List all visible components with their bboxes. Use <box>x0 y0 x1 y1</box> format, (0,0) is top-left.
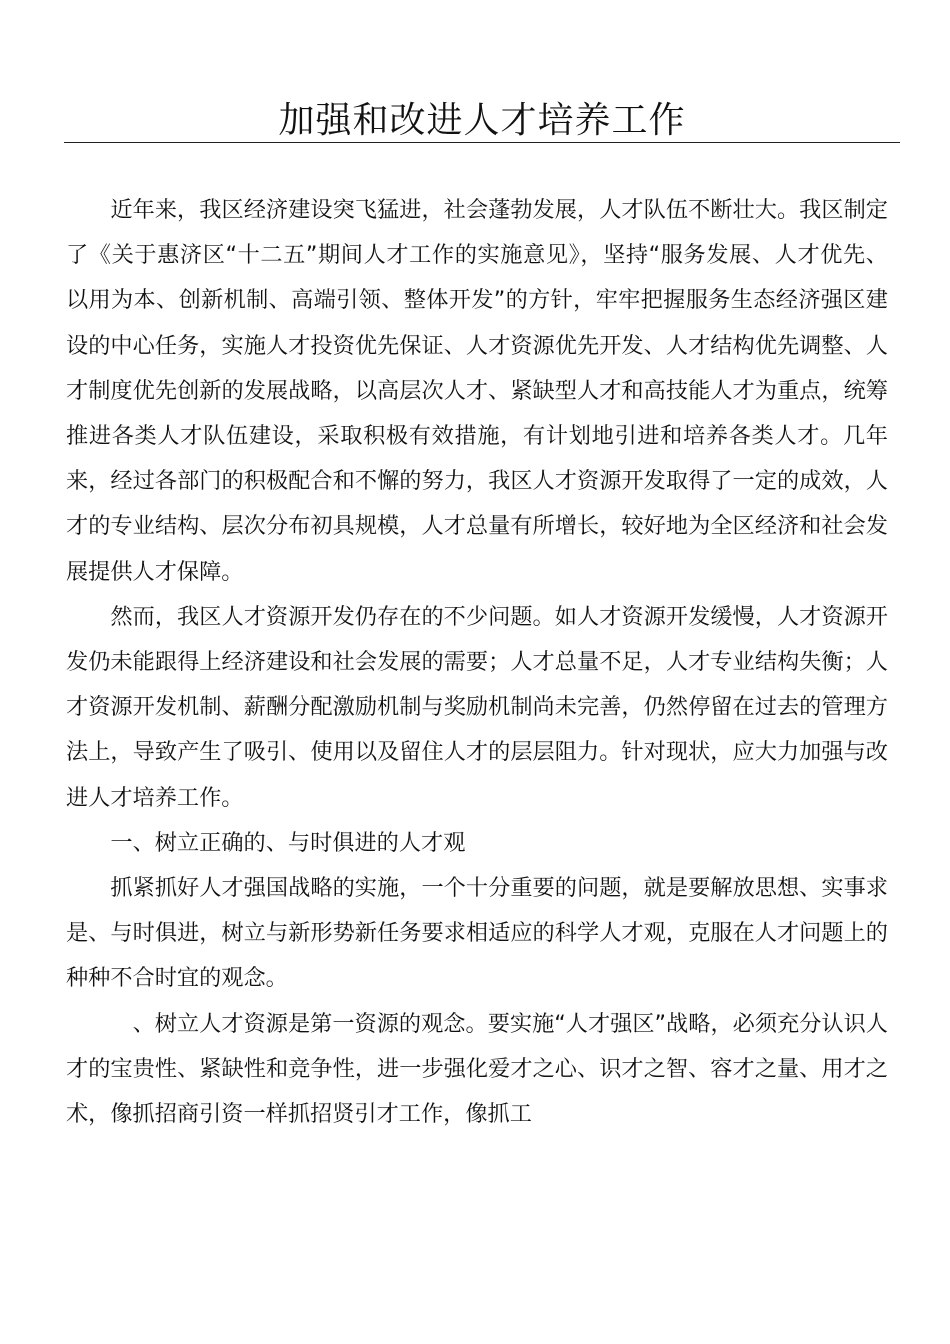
paragraph-talent-resource: 、树立人才资源是第一资源的观念。要实施“人才强区”战略，必须充分认识人才的宝贵性、紧缺性和竞争性，进一步强化爱才之心、识才之智、容才之量、用才之术，像抓招商引资一样抓招贤引才工作，像抓工 <box>66 1010 888 1128</box>
paragraph-problems: 然而，我区人才资源开发仍存在的不少问题。如人才资源开发缓慢，人才资源开发仍未能跟得上经济建设和社会发展的需要；人才总量不足，人才专业结构失衡；人才资源开发机制、薪酬分配激励机制与奖励机制尚未完善，仍然停留在过去的管理方法上，导致产生了吸引、使用以及留住人才的层层阻力。针对现状，应大力加强与改进人才培养工作。 <box>66 603 888 811</box>
paragraph-section-intro: 抓紧抓好人才强国战略的实施，一个十分重要的问题，就是要解放思想、实事求是、与时俱进，树立与新形势新任务要求相适应的科学人才观，克服在人才问题上的种种不合时宜的观念。 <box>66 875 888 992</box>
document-title: 加强和改进人才培养工作 <box>278 100 686 141</box>
section-heading: 一、树立正确的、与时俱进的人才观 <box>110 829 466 856</box>
paragraph-intro: 近年来，我区经济建设突飞猛进，社会蓬勃发展，人才队伍不断壮大。我区制定了《关于惠济区“十二五”期间人才工作的实施意见》，坚持“服务发展、人才优先、以用为本、创新机制、高端引领、整体开发”的方针，牢牢把握服务生态经济强区建设的中心任务，实施人才投资优先保证、人才资源优先开发、人才结构优先调整、人才制度优先创新的发展战略，以高层次人才、紧缺型人才和高技能人才为重点，统筹推进各类人才队伍建设，采取积极有效措施，有计划地引进和培养各类人才。几年来，经过各部门的积极配合和不懈的努力，我区人才资源开发取得了一定的成效，人才的专业结构、层次分布初具规模，人才总量有所增长，较好地为全区经济和社会发展提供人才保障。 <box>66 197 888 585</box>
title-underline <box>64 142 900 143</box>
document-body <box>66 188 888 1137</box>
